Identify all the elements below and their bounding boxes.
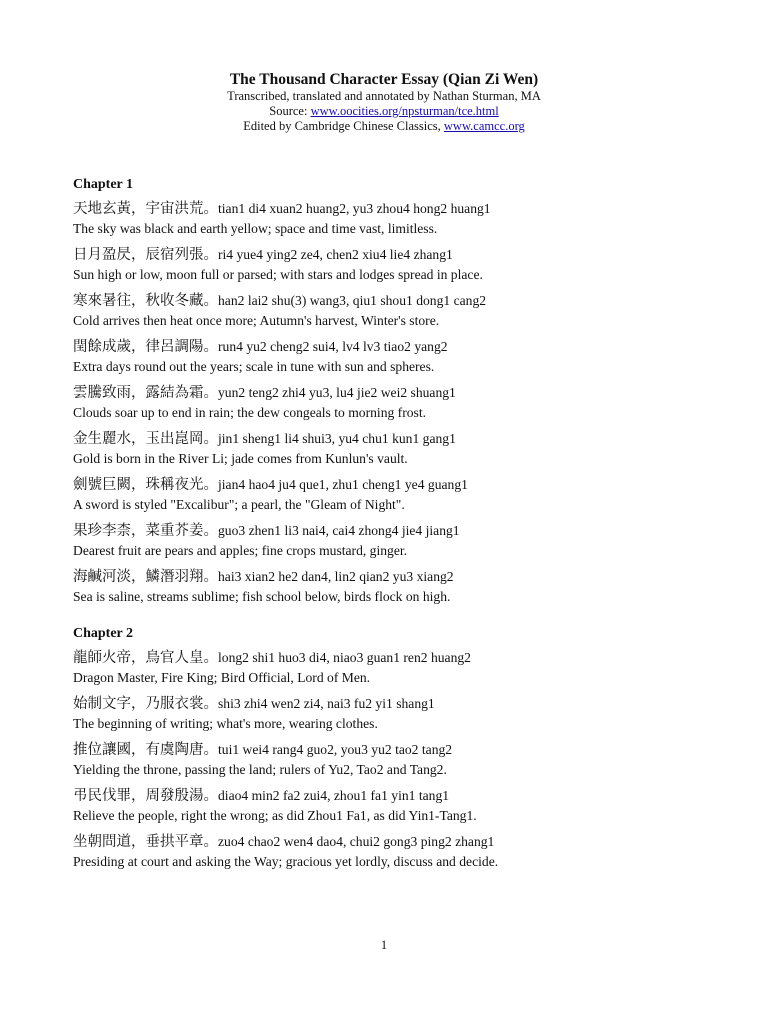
verse-chinese-line — [73, 648, 713, 668]
verse-chinese: 日月盈昃，辰宿列張。 — [73, 247, 218, 263]
verse-translation: The sky was black and earth yellow; space and time vast, limitless. — [73, 221, 438, 236]
verse-translation: Gold is born in the River Li; jade comes from Kunlun's vault. — [73, 451, 408, 466]
verse-pinyin: jian4 hao4 ju4 que1, zhu1 cheng1 ye4 guang1 — [218, 477, 468, 492]
source-link[interactable]: www.oocities.org/npsturman/tce.html — [310, 104, 499, 118]
verse — [73, 337, 713, 377]
page-number: 1 — [380, 938, 388, 952]
verse-pinyin: yun2 teng2 zhi4 yu3, lu4 jie2 wei2 shuang1 — [218, 385, 456, 400]
verse-chinese: 金生麗水，玉出崑岡。 — [73, 431, 218, 447]
verse-translation: Sea is saline, streams sublime; fish school below, birds flock on high. — [73, 589, 451, 604]
chapter-1 — [73, 176, 713, 607]
verse-chinese-line — [73, 694, 713, 714]
verse-pinyin: jin1 sheng1 li4 shui3, yu4 chu1 kun1 gang1 — [218, 431, 456, 446]
verse-chinese: 閏餘成歲，律呂調陽。 — [73, 339, 218, 355]
chapter-2 — [73, 625, 713, 872]
verse-chinese-line — [73, 786, 713, 806]
source-label: Source: — [269, 104, 311, 118]
verse-pinyin: ri4 yue4 ying2 ze4, chen2 xiu4 lie4 zhang1 — [218, 247, 453, 262]
verse-translation: The beginning of writing; what's more, wearing clothes. — [73, 716, 378, 731]
verse-pinyin: tian1 di4 xuan2 huang2, yu3 zhou4 hong2 huang1 — [218, 201, 491, 216]
verse — [73, 786, 713, 826]
verse-pinyin: diao4 min2 fa2 zui4, zhou1 fa1 yin1 tang1 — [218, 788, 450, 803]
verse-chinese-line — [73, 475, 713, 495]
verse-chinese-line — [73, 245, 713, 265]
verse-chinese: 龍師火帝，鳥官人皇。 — [73, 650, 218, 666]
verse-chinese: 天地玄黃，宇宙洪荒。 — [73, 201, 218, 217]
chapter-title: Chapter 2 — [73, 626, 134, 641]
verse-translation: Sun high or low, moon full or parsed; with stars and lodges spread in place. — [73, 267, 483, 282]
verse-translation: A sword is styled "Excalibur"; a pearl, the "Gleam of Night". — [73, 497, 405, 512]
verse — [73, 740, 713, 780]
verse-translation: Dragon Master, Fire King; Bird Official, Lord of Men. — [73, 670, 371, 685]
document-header — [0, 70, 768, 134]
verse-pinyin: han2 lai2 shu(3) wang3, qiu1 shou1 dong1 cang2 — [218, 293, 487, 308]
edited-label: Edited by Cambridge Chinese Classics, — [243, 119, 444, 133]
verse-translation: Relieve the people, right the wrong; as did Zhou1 Fa1, as did Yin1-Tang1. — [73, 808, 477, 823]
verse-pinyin: long2 shi1 huo3 di4, niao3 guan1 ren2 huang2 — [218, 650, 471, 665]
verse — [73, 245, 713, 285]
verse-translation: Dearest fruit are pears and apples; fine crops mustard, ginger. — [73, 543, 408, 558]
verse-chinese-line — [73, 337, 713, 357]
verse-pinyin: tui1 wei4 rang4 guo2, you3 yu2 tao2 tang2 — [218, 742, 453, 757]
verse-translation: Yielding the throne, passing the land; rulers of Yu2, Tao2 and Tang2. — [73, 762, 447, 777]
edited-link[interactable]: www.camcc.org — [443, 119, 525, 133]
source-line — [0, 104, 768, 119]
chapter-title: Chapter 1 — [73, 177, 134, 192]
verse-pinyin: run4 yu2 cheng2 sui4, lv4 lv3 tiao2 yang2 — [218, 339, 448, 354]
verse-chinese: 果珍李柰，菜重芥姜。 — [73, 523, 218, 539]
verse-translation: Cold arrives then heat once more; Autumn's harvest, Winter's store. — [73, 313, 440, 328]
verse-chinese: 坐朝問道，垂拱平章。 — [73, 834, 218, 850]
verse-chinese-line — [73, 832, 713, 852]
verse-chinese: 始制文字，乃服衣裳。 — [73, 696, 218, 712]
verse-chinese: 弔民伐罪，周發殷湯。 — [73, 788, 218, 804]
verse-chinese: 雲騰致雨，露結為霜。 — [73, 385, 218, 401]
document-title: The Thousand Character Essay (Qian Zi Wen) — [229, 71, 539, 88]
verse-chinese-line — [73, 521, 713, 541]
verse-chinese: 海鹹河淡，鱗潛羽翔。 — [73, 569, 218, 585]
verse-pinyin: zuo4 chao2 wen4 dao4, chui2 gong3 ping2 zhang1 — [218, 834, 495, 849]
verse-chinese: 劍號巨闕，珠稱夜光。 — [73, 477, 218, 493]
verse — [73, 429, 713, 469]
verse-chinese: 寒來暑往，秋收冬藏。 — [73, 293, 218, 309]
verse — [73, 383, 713, 423]
verse-chinese-line — [73, 199, 713, 219]
verse — [73, 567, 713, 607]
verse — [73, 694, 713, 734]
verse — [73, 521, 713, 561]
verse-chinese-line — [73, 740, 713, 760]
verse-pinyin: hai3 xian2 he2 dan4, lin2 qian2 yu3 xiang2 — [218, 569, 454, 584]
edited-line — [0, 119, 768, 134]
document-body — [73, 176, 713, 890]
verse — [73, 291, 713, 331]
verse — [73, 648, 713, 688]
verse-translation: Extra days round out the years; scale in tune with sun and spheres. — [73, 359, 435, 374]
verse — [73, 475, 713, 515]
verse — [73, 832, 713, 872]
verse-chinese-line — [73, 567, 713, 587]
verse-chinese: 推位讓國，有虞陶唐。 — [73, 742, 218, 758]
verse-translation: Presiding at court and asking the Way; gracious yet lordly, discuss and decide. — [73, 854, 499, 869]
verse-translation: Clouds soar up to end in rain; the dew congeals to morning frost. — [73, 405, 426, 420]
verse-chinese-line — [73, 429, 713, 449]
verse-chinese-line — [73, 383, 713, 403]
verse — [73, 199, 713, 239]
verse-chinese-line — [73, 291, 713, 311]
document-subtitle: Transcribed, translated and annotated by Nathan Sturman, MA — [227, 89, 541, 103]
verse-pinyin: guo3 zhen1 li3 nai4, cai4 zhong4 jie4 jiang1 — [218, 523, 460, 538]
verse-pinyin: shi3 zhi4 wen2 zi4, nai3 fu2 yi1 shang1 — [218, 696, 435, 711]
